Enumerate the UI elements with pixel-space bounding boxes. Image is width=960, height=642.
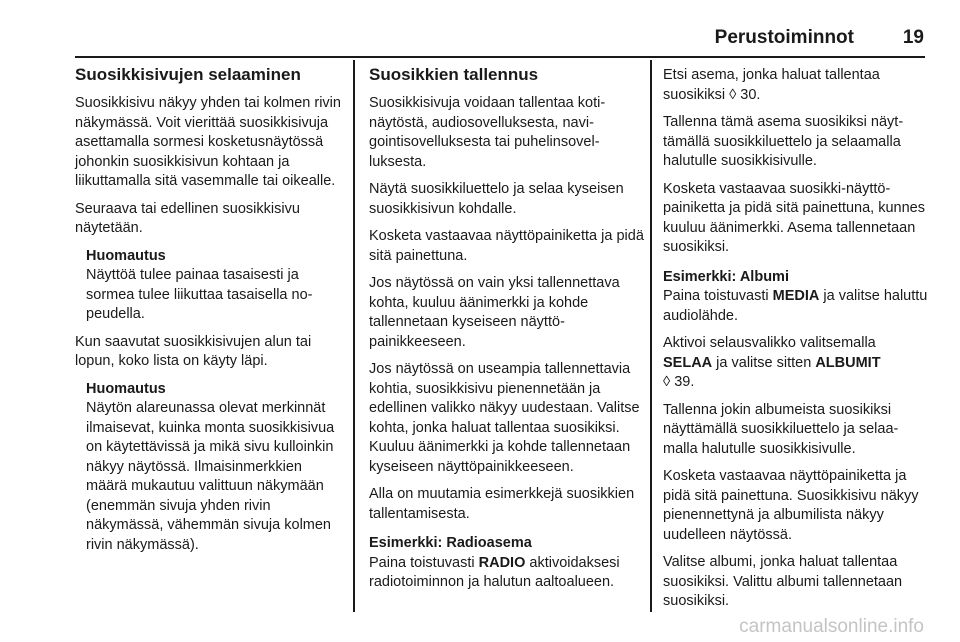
note-title: Huomautus — [86, 247, 166, 264]
note-text: Näyttöä tulee painaa tasaisesti ja sormea tulee liikuttaa tasaisella nopeudella. — [86, 267, 313, 322]
note-title: Huomautus — [86, 380, 166, 397]
radio-button-label: RADIO — [478, 554, 526, 571]
paragraph: Aktivoi selausvalikko valitsemalla SELAA ja valitse sitten ALBUMIT ◊ 39. — [663, 335, 881, 390]
albumit-button-label: ALBUMIT — [815, 354, 881, 371]
column-divider-2 — [650, 60, 652, 612]
subheading-album-example: Esimerkki: Albumi — [663, 268, 789, 285]
paragraph: Näytä suosikkiluettelo ja selaa kyseisen suosikkisivun kohdalle. — [369, 181, 624, 217]
section-heading-saving: Suosikkien tallennus — [369, 65, 539, 84]
subheading-radio-example: Esimerkki: Radioasema — [369, 535, 532, 551]
page-ref-icon: ◊ — [663, 374, 671, 390]
column-2 — [369, 64, 644, 601]
paragraph: Jos näytössä on vain yksi tallennettava kohta, kuuluu äänimerkki ja kohde tallennetaan kyseiseen näyttöpainikkeeseen. — [369, 275, 620, 350]
column-1 — [75, 64, 345, 563]
paragraph: Alla on muutamia esimerkkejä suosikkien tallentamisesta. — [369, 486, 635, 522]
paragraph: Tallenna jokin albumeista suosikiksi näyttämällä suosikkiluettelo ja selaamalla halutulle suosikkisivulle. — [663, 401, 899, 457]
header-title: Perustoiminnot — [714, 27, 854, 48]
media-button-label: MEDIA — [772, 288, 820, 304]
column-divider-1 — [353, 60, 355, 612]
page-ref-number: 39 — [674, 374, 691, 390]
page-header — [0, 27, 960, 55]
section-heading-browsing: Suosikkisivujen selaaminen — [75, 65, 301, 84]
paragraph: Kosketa vastaavaa näyttöpainiketta ja pidä sitä painettuna. — [369, 228, 644, 264]
paragraph: Suosikkisivuja voidaan tallentaa kotinäytöstä, audiosovelluksesta, navigointisovelluksesta tai puhelinsovelluksesta. — [369, 95, 606, 170]
note-box — [86, 247, 345, 325]
paragraph: Tallenna tämä asema suosikiksi näyttämällä suosikkiluettelo ja selaamalla halutulle suosikkisivulle. — [663, 114, 904, 169]
column-3 — [663, 66, 928, 620]
page-ref-icon: ◊ — [729, 86, 737, 103]
note-text: Näytön alareunassa olevat merkinnät ilmaisevat, kuinka monta suosikkisivua on käytettävissä ja mikä sivu kulloinkin näkyy näytössä. Ilmaisinmerkkien määrä mukautuu valittuun näkymään (enemmän sivuja yhden rivin näkymässä, vähemmän sivuja kolmen rivin näkymässä). — [86, 400, 335, 553]
watermark: carmanualsonline.info — [739, 616, 924, 637]
paragraph: Kun saavutat suosikkisivujen alun tai lopun, koko lista on käyty läpi. — [75, 333, 312, 369]
paragraph: Jos näytössä on useampia tallennettavia kohtia, suosikkisivu pienennetään ja edellinen valikko näkyy uudestaan. Valitse kohta, jonka haluat tallentaa suosikiksi. Kuuluu äänimerkki ja kohde tallennetaan kyseiseen näyttöpainikkeeseen. — [369, 361, 640, 475]
paragraph: Paina toistuvasti RADIO aktivoidaksesi radiotoiminnon ja halutun aaltoalueen. — [369, 554, 620, 590]
paragraph: Kosketa vastaavaa näyttöpainiketta ja pidä sitä painettuna. Suosikkisivu näkyy pienennettynä ja albumilista näkyy uudelleen näytössä. — [663, 468, 919, 543]
paragraph: Suosikkisivu näkyy yhden tai kolmen rivin näkymässä. Voit vierittää suosikkisivuja asettamalla sormesi kosketusnäytössä johonkin suosikkisivun kohtaan ja liikuttamalla sitä vasemmalle tai oikealle. — [75, 95, 341, 189]
paragraph: Paina toistuvasti MEDIA ja valitse haluttu audiolähde. — [663, 288, 928, 324]
header-rule — [75, 56, 925, 58]
paragraph: Kosketa vastaavaa suosikki-näyttöpainiketta ja pidä sitä painettuna, kunnes kuuluu äänimerkki. Asema tallennetaan suosikiksi. — [663, 180, 925, 255]
note-box — [86, 380, 345, 556]
page-ref-number: 30 — [740, 86, 757, 103]
paragraph: Seuraava tai edellinen suosikkisivu näytetään. — [75, 200, 300, 236]
paragraph: Valitse albumi, jonka haluat tallentaa suosikiksi. Valittu albumi tallennetaan suosikiksi. — [663, 554, 903, 609]
page-number: 19 — [902, 27, 924, 48]
paragraph: Etsi asema, jonka haluat tallentaa suosikiksi ◊ 30. — [663, 67, 880, 103]
selaa-button-label: SELAA — [663, 354, 713, 371]
